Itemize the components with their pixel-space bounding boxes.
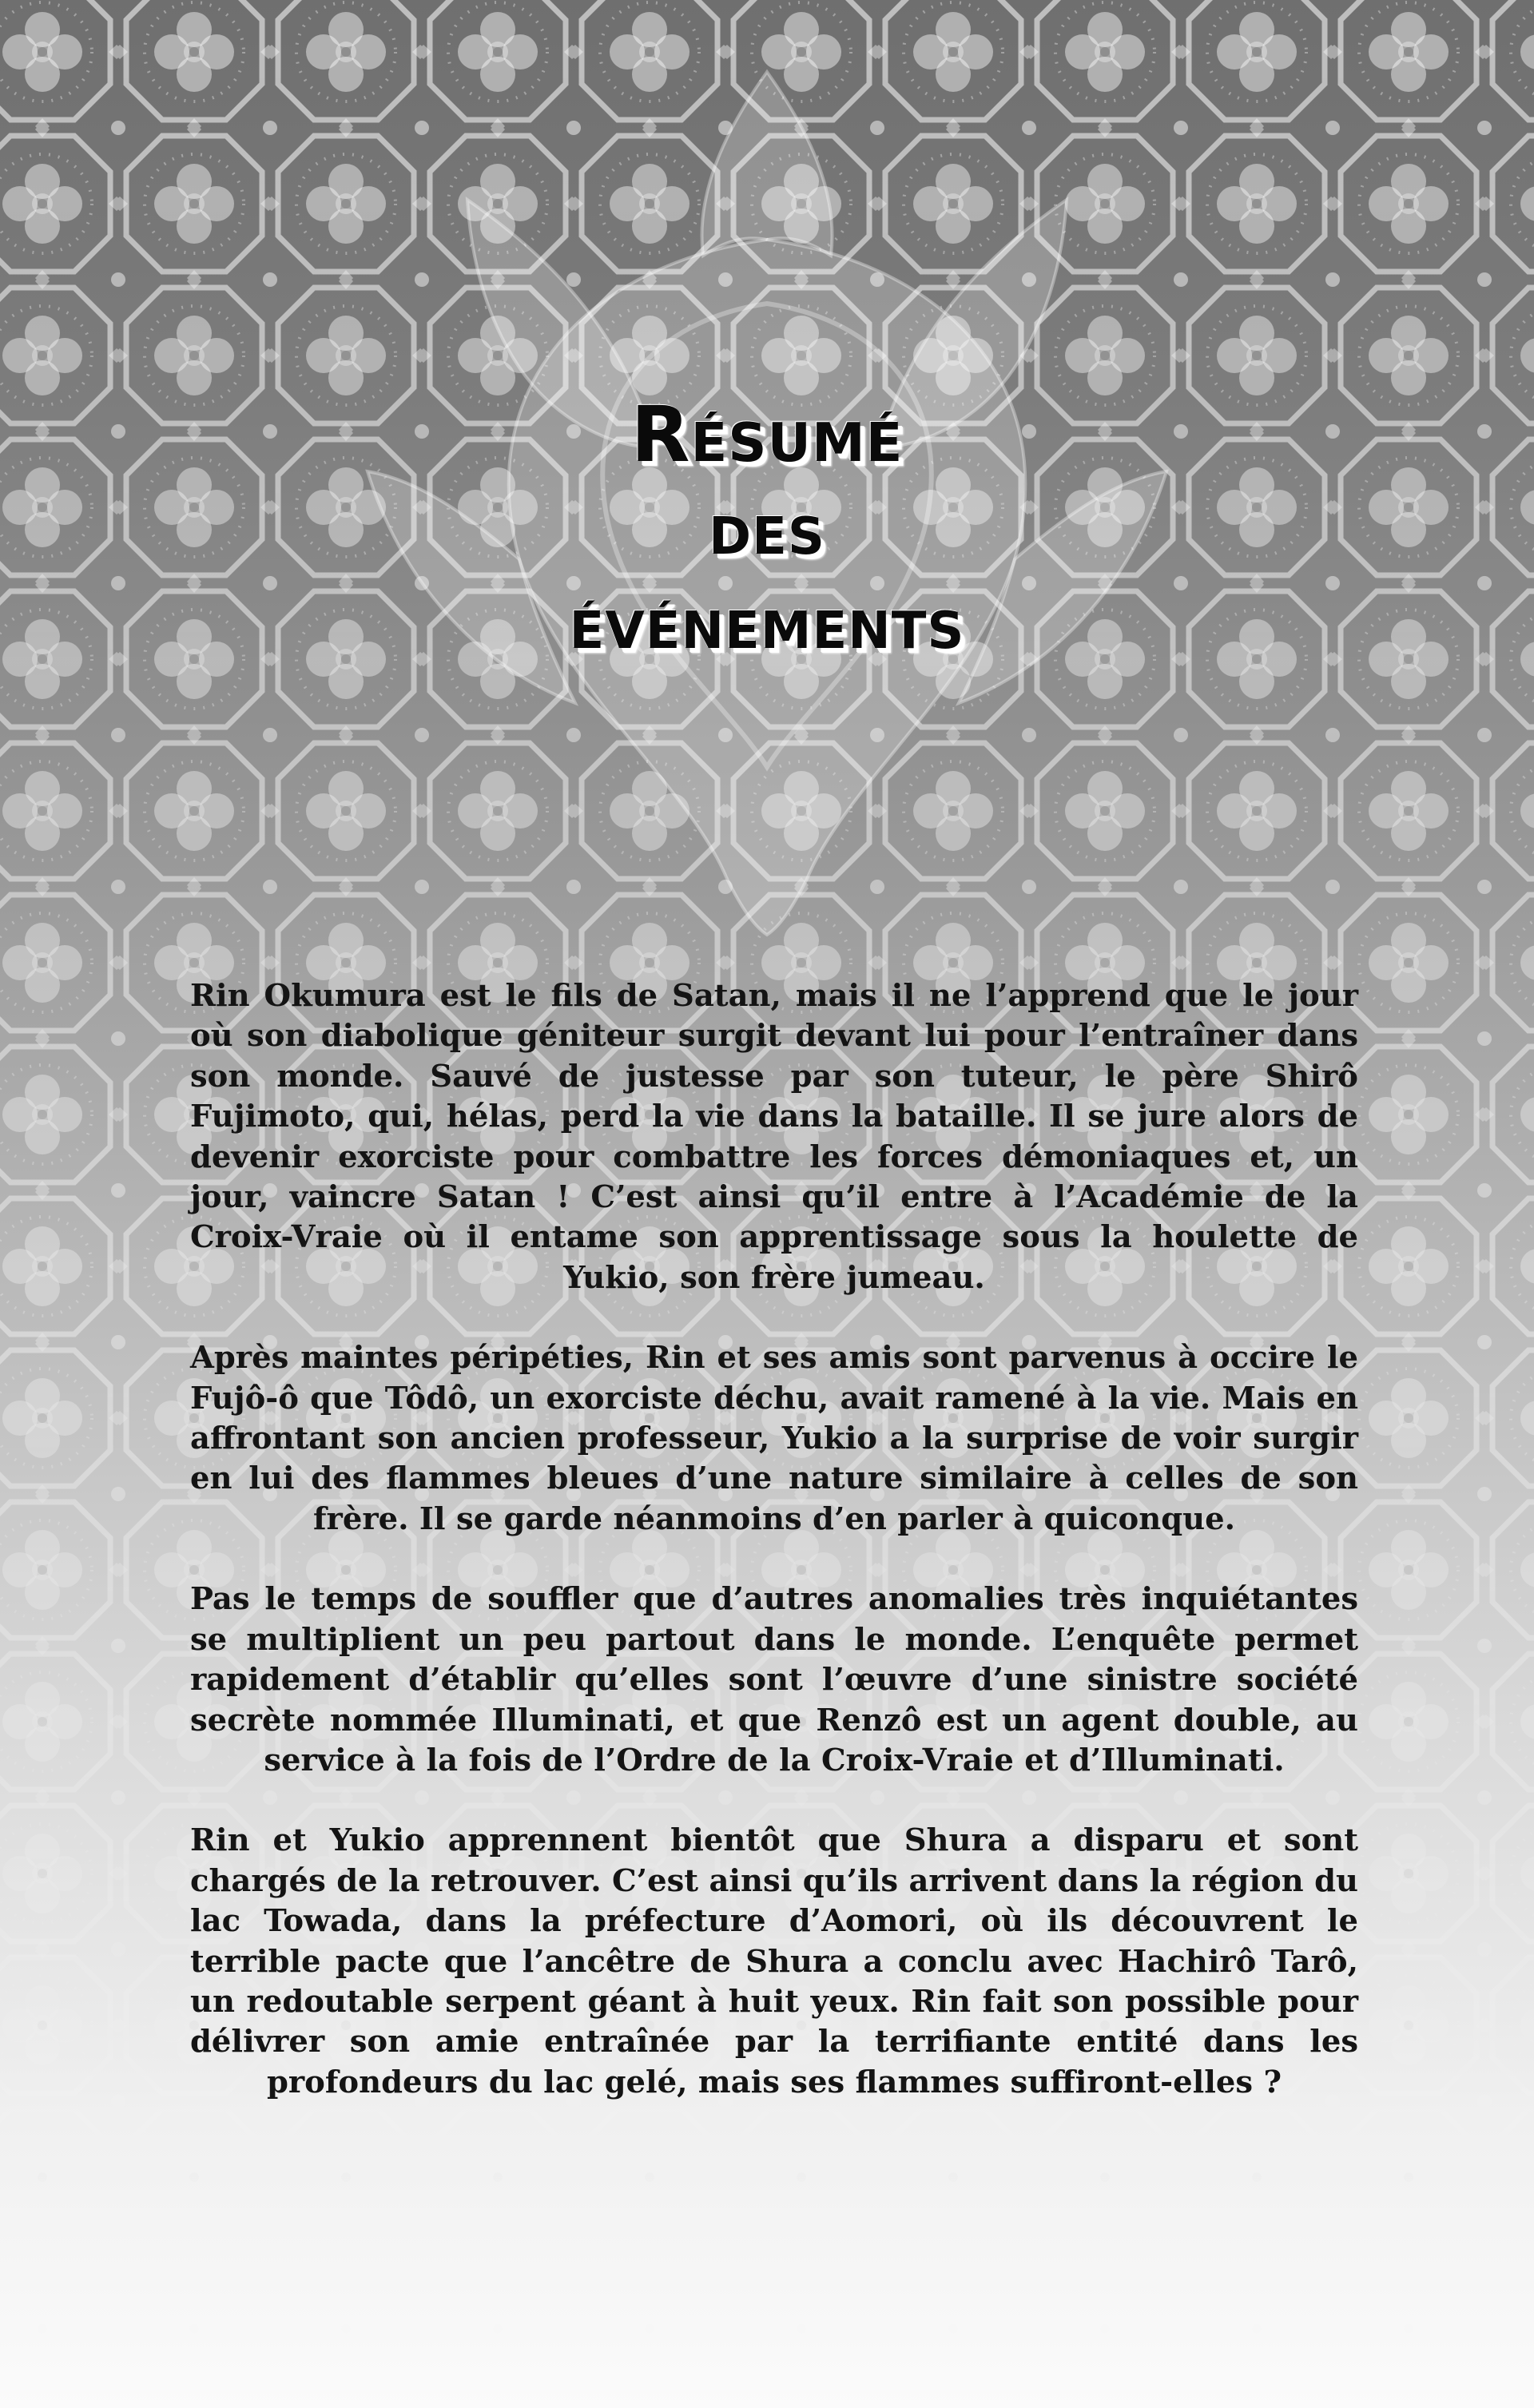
summary-text	[190, 976, 1358, 2143]
title-line-1: Résumé	[630, 390, 904, 479]
title-line-2: des	[709, 486, 825, 571]
summary-paragraph-4: Rin et Yukio apprennent bientôt que Shura a disparu et sont chargés de la retrouver. C’est ainsi qu’ils arrivent dans la région du lac Towada, dans la préfecture d’Aomori, où ils découvrent le terrible pacte que l’ancêtre de Shura a conclu avec Hachirô Tarô, un redoutable serpent géant à huit yeux. Rin fait son possible pour délivrer son amie entraînée par la terrifiante entité dans les profondeurs du lac gelé, mais ses flammes suffiront-elles ?	[190, 1822, 1358, 2100]
summary-paragraph-2: Après maintes péripéties, Rin et ses amis sont parvenus à occire le Fujô-ô que Tôdô, un exorciste déchu, avait ramené à la vie. Mais en affrontant son ancien professeur, Yukio a la surprise de voir surgir en lui des flammes bleues d’une nature similaire à celles de son frère. Il se garde néanmoins d’en parler à quiconque.	[190, 1340, 1358, 1537]
summary-paragraph-3: Pas le temps de souffler que d’autres anomalies très inquiétantes se multiplient un peu partout dans le monde. L’enquête permet rapidement d’établir qu’elles sont l’œuvre d’une sinistre société secrète nommée Illuminati, et que Renzô est un agent double, au service à la fois de l’Ordre de la Croix-Vraie et d’Illuminati.	[190, 1581, 1358, 1778]
title-line-3: événements	[569, 580, 965, 666]
summary-paragraph-1: Rin Okumura est le fils de Satan, mais il ne l’apprend que le jour où son diabolique géniteur surgit devant lui pour l’entraîner dans son monde. Sauvé de justesse par son tuteur, le père Shirô Fujimoto, qui, hélas, perd la vie dans la bataille. Il se jure alors de devenir exorciste pour combattre les forces démoniaques et, un jour, vaincre Satan ! C’est ainsi qu’il entre à l’Académie de la Croix-Vraie où il entame son apprentissage sous la houlette de Yukio, son frère jumeau.	[190, 978, 1358, 1296]
page-title	[0, 387, 1534, 670]
